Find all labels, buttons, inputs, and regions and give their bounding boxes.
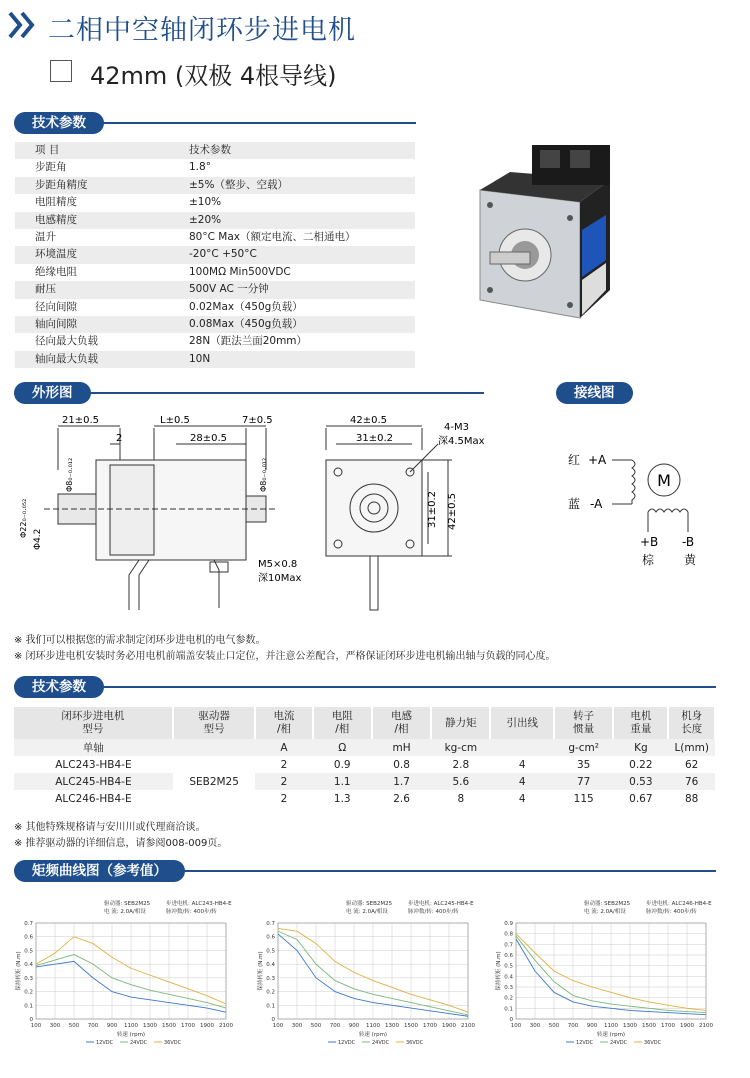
page-subtitle: 42mm (双极 4根导线) bbox=[90, 62, 337, 90]
page-title: 二相中空轴闭环步进电机 bbox=[48, 15, 356, 46]
spec-label: 环境温度 bbox=[35, 248, 77, 261]
param-cell: 1.7 bbox=[372, 773, 431, 790]
spec-row bbox=[15, 333, 415, 350]
spec-row bbox=[15, 229, 415, 246]
chart-x-tick: 1100 bbox=[366, 1023, 380, 1029]
spec-value: 100MΩ Min500VDC bbox=[189, 265, 291, 278]
legend-label: 36VDC bbox=[164, 1040, 182, 1046]
chart-x-tick: 700 bbox=[329, 1023, 341, 1029]
chart-x-tick: 1300 bbox=[385, 1023, 399, 1029]
chart-x-tick: 1700 bbox=[661, 1023, 675, 1029]
spec-label: 步距角 bbox=[35, 161, 67, 174]
chart-info-text: 驱动器: SEB2M25 bbox=[346, 901, 393, 907]
chart-x-tick: 1500 bbox=[162, 1023, 176, 1029]
param-header-line2: 型号 bbox=[82, 723, 104, 735]
chart-x-tick: 100 bbox=[30, 1023, 42, 1029]
wiring-diagram bbox=[560, 440, 720, 580]
spec-value: 技术参数 bbox=[189, 144, 231, 156]
param-header-line1: 引出线 bbox=[506, 716, 538, 729]
param-unit bbox=[490, 739, 554, 756]
param-header-line1: 电机 bbox=[630, 710, 652, 722]
side-view-drawing bbox=[14, 410, 302, 620]
chart-y-tick: 0.3 bbox=[266, 975, 275, 982]
chart-info-text: 脉冲数/转: 400步/转 bbox=[646, 909, 697, 915]
param-unit: Kg bbox=[613, 739, 668, 756]
spec-value: 500V AC 一分钟 bbox=[189, 283, 269, 296]
chart-x-label: 转速 (rpm) bbox=[116, 1032, 146, 1038]
dim-holes: 4-M3 bbox=[444, 422, 469, 433]
note-2: ※ 闭环步进电机安装时务必用电机前端盖安装止口定位，并注意公差配合，严格保证闭环步进电机输出轴与负载的同心度。 bbox=[14, 651, 556, 662]
chart-y-tick: 0.1 bbox=[504, 1006, 513, 1013]
param-header-line1: 电阻 bbox=[331, 710, 353, 722]
param-cell: 2 bbox=[280, 758, 288, 771]
spec-row bbox=[15, 212, 415, 229]
chart-info-text: 步进电机: ALC246-HB4-E bbox=[646, 901, 712, 907]
spec-value: 1.8° bbox=[189, 161, 211, 174]
spec-label: 径向最大负载 bbox=[35, 335, 98, 348]
chart-info-text: 步进电机: ALC243-HB4-E bbox=[166, 901, 232, 907]
wire-a-plus: +A bbox=[588, 453, 607, 467]
legend-label: 12VDC bbox=[96, 1040, 114, 1046]
param-header bbox=[313, 707, 372, 739]
chart-x-tick: 1500 bbox=[642, 1023, 656, 1029]
chart-x-tick: 1100 bbox=[124, 1023, 138, 1029]
chart-x-tick: 1700 bbox=[423, 1023, 437, 1029]
spec-value: 0.08Max（450g负载） bbox=[189, 317, 303, 330]
section-label: 外形图 bbox=[14, 382, 91, 404]
param-cell: 0.22 bbox=[629, 758, 653, 771]
chart-info-text: 驱动器: SEB2M25 bbox=[104, 901, 151, 907]
chart-x-tick: 700 bbox=[567, 1023, 579, 1029]
section-header-wiring bbox=[556, 382, 638, 404]
section-label: 技术参数 bbox=[14, 112, 104, 134]
spec-value: 0.02Max（450g负载） bbox=[189, 300, 303, 313]
spec-label: 耐压 bbox=[35, 283, 56, 296]
spec-row bbox=[15, 316, 415, 333]
dim-L: L±0.5 bbox=[160, 415, 190, 426]
chart-y-tick: 0.6 bbox=[266, 934, 275, 941]
wire-blue: 蓝 bbox=[568, 497, 581, 511]
legend-label: 24VDC bbox=[130, 1040, 148, 1046]
dim-hole-depth: 深4.5Max bbox=[438, 436, 485, 447]
section-label: 矩频曲线图（参考值） bbox=[14, 860, 185, 882]
chart-info-text: 脉冲数/转: 400步/转 bbox=[408, 909, 459, 915]
section-header-curves bbox=[14, 860, 716, 882]
chart-x-tick: 100 bbox=[272, 1023, 284, 1029]
param-header bbox=[372, 707, 431, 739]
chart-y-tick: 0.2 bbox=[266, 989, 275, 996]
dim-31-w: 31±0.2 bbox=[356, 433, 394, 444]
torque-chart-2 bbox=[254, 895, 482, 1053]
chart-x-tick: 700 bbox=[87, 1023, 99, 1029]
param-header bbox=[431, 707, 490, 739]
spec-row bbox=[15, 177, 415, 194]
section-header-params bbox=[14, 676, 716, 698]
note-1: ※ 我们可以根据您的需求制定闭环步进电机的电气参数。 bbox=[14, 635, 266, 646]
dim-thread-depth: 深10Max bbox=[258, 573, 302, 584]
spec-value: ±20% bbox=[189, 213, 222, 226]
legend-label: 12VDC bbox=[576, 1040, 594, 1046]
param-cell: 1.1 bbox=[313, 773, 372, 790]
param-cell: 0.67 bbox=[629, 792, 653, 805]
param-cell: 2 bbox=[255, 773, 312, 790]
chart-x-tick: 1900 bbox=[680, 1023, 694, 1029]
param-header-line1: 静力矩 bbox=[445, 716, 477, 729]
param-header bbox=[668, 707, 715, 739]
chart-x-label: 转速 (rpm) bbox=[358, 1032, 388, 1038]
chart-x-tick: 300 bbox=[49, 1023, 61, 1029]
chart-y-tick: 0.6 bbox=[24, 934, 33, 941]
param-header-line2: /相 bbox=[335, 723, 350, 735]
note-4: ※ 推荐驱动器的详细信息，请参阅008-009页。 bbox=[14, 838, 228, 849]
param-header-line2: 型号 bbox=[203, 723, 225, 735]
spec-label: 轴向间隙 bbox=[35, 317, 77, 330]
param-cell: 0.9 bbox=[333, 758, 351, 771]
chart-x-label: 转速 (rpm) bbox=[596, 1032, 626, 1038]
param-header bbox=[554, 707, 613, 739]
chart-y-label: 保持转矩 (N.m) bbox=[16, 951, 22, 991]
chart-info-text: 驱动器: SEB2M25 bbox=[584, 901, 631, 907]
title-chevron-icon bbox=[8, 10, 44, 40]
chart-y-tick: 0 bbox=[29, 1017, 33, 1023]
dim-31-h: 31±0.2 bbox=[427, 490, 438, 528]
param-unit bbox=[173, 739, 256, 756]
chart-y-tick: 0.2 bbox=[24, 989, 33, 996]
spec-label: 绝缘电阻 bbox=[35, 265, 77, 278]
wire-b-plus: +B bbox=[640, 535, 659, 549]
chart-x-tick: 500 bbox=[310, 1023, 322, 1029]
param-header bbox=[490, 707, 554, 739]
param-header-line2: 长度 bbox=[681, 723, 703, 735]
param-cell: 2.8 bbox=[452, 758, 470, 771]
torque-chart-1 bbox=[12, 895, 240, 1053]
section-label: 接线图 bbox=[556, 382, 633, 404]
param-header-line2: /相 bbox=[276, 723, 292, 735]
param-cell: 4 bbox=[518, 792, 526, 805]
dim-shaft-right: Φ8₀₋₀.₀₁₂ bbox=[259, 457, 268, 492]
spec-value: ±10% bbox=[189, 196, 222, 209]
spec-row bbox=[15, 351, 415, 368]
driver-model: SEB2M25 bbox=[173, 756, 256, 807]
spec-label: 项 目 bbox=[35, 144, 60, 156]
wire-b-minus: -B bbox=[682, 535, 695, 549]
chart-info-text: 步进电机: ALC245-HB4-E bbox=[408, 901, 474, 907]
chart-x-tick: 1700 bbox=[181, 1023, 195, 1029]
spec-label: 温升 bbox=[35, 230, 56, 243]
chart-y-tick: 0.3 bbox=[504, 985, 513, 991]
dim-28: 28±0.5 bbox=[190, 433, 228, 444]
chart-info-text: 电 流: 2.0A/相设 bbox=[346, 909, 388, 915]
dim-thread: M5×0.8 bbox=[258, 559, 298, 570]
param-unit: kg-cm bbox=[431, 739, 490, 756]
param-row bbox=[14, 790, 715, 807]
param-cell: ALC245-HB4-E bbox=[14, 773, 173, 790]
section-label: 技术参数 bbox=[14, 676, 104, 698]
chart-x-tick: 1300 bbox=[143, 1023, 157, 1029]
param-header-line1: 电流 bbox=[273, 710, 295, 722]
chart-y-tick: 0.4 bbox=[266, 962, 275, 969]
dim-bore: Φ4.2 bbox=[33, 528, 43, 550]
chart-x-tick: 900 bbox=[586, 1023, 598, 1029]
param-unit: 单轴 bbox=[14, 739, 173, 756]
param-header bbox=[14, 707, 173, 739]
chart-info-text: 电 流: 2.0A/相设 bbox=[584, 909, 626, 915]
chart-info-text: 脉冲数/转: 400步/转 bbox=[166, 909, 217, 915]
chart-x-tick: 2100 bbox=[699, 1023, 713, 1029]
chart-x-tick: 1500 bbox=[404, 1023, 418, 1029]
chart-x-tick: 1100 bbox=[604, 1023, 618, 1029]
wire-brown: 棕 bbox=[642, 553, 655, 567]
param-header bbox=[255, 707, 312, 739]
dim-7: 7±0.5 bbox=[242, 415, 273, 426]
param-unit: mH bbox=[372, 739, 431, 756]
chart-x-tick: 100 bbox=[510, 1023, 522, 1029]
chart-y-tick: 0 bbox=[509, 1017, 513, 1023]
dim-2: 2 bbox=[116, 433, 123, 444]
section-header-outline bbox=[14, 382, 484, 404]
chart-x-tick: 1900 bbox=[442, 1023, 456, 1029]
param-row bbox=[14, 773, 715, 790]
spec-label: 径向间隙 bbox=[35, 300, 77, 313]
motor-symbol: M bbox=[657, 471, 671, 490]
spec-label: 轴向最大负载 bbox=[35, 352, 98, 365]
chart-y-tick: 0.7 bbox=[24, 921, 33, 927]
param-header-line1: 驱动器 bbox=[198, 710, 230, 722]
front-view-drawing bbox=[298, 410, 498, 620]
legend-label: 36VDC bbox=[644, 1040, 662, 1046]
dim-shaft-left: Φ8₀₋₀.₀₁₂ bbox=[65, 457, 74, 492]
chart-y-tick: 0.4 bbox=[24, 962, 33, 969]
wire-red: 红 bbox=[568, 453, 581, 467]
dim-42-h: 42±0.5 bbox=[447, 492, 458, 530]
spec-value: 80°C Max（额定电流、二相通电） bbox=[189, 230, 356, 243]
param-cell: ALC246-HB4-E bbox=[55, 792, 132, 805]
param-header-line2: 重量 bbox=[630, 723, 652, 735]
spec-row bbox=[15, 159, 415, 176]
chart-x-tick: 300 bbox=[291, 1023, 303, 1029]
param-unit: Ω bbox=[313, 739, 372, 756]
chart-y-tick: 0.4 bbox=[504, 974, 513, 981]
chart-y-tick: 0.9 bbox=[504, 921, 513, 927]
note-3: ※ 其他特殊规格请与安川川或代理商洽谈。 bbox=[14, 822, 206, 833]
param-cell: 5.6 bbox=[431, 773, 490, 790]
param-header-line1: 闭环步进电机 bbox=[61, 710, 125, 722]
chart-y-tick: 0.5 bbox=[504, 963, 513, 970]
spec-value: 10N bbox=[189, 352, 211, 365]
dim-21: 21±0.5 bbox=[62, 415, 100, 426]
param-header-line1: 机身 bbox=[681, 710, 703, 722]
param-units-row bbox=[14, 739, 715, 756]
chart-y-tick: 0.8 bbox=[504, 931, 513, 938]
chart-y-tick: 0.2 bbox=[504, 995, 513, 1002]
chart-x-tick: 500 bbox=[548, 1023, 560, 1029]
param-header-line1: 电感 bbox=[391, 710, 413, 722]
chart-info-text: 电 流: 2.0A/相设 bbox=[104, 909, 146, 915]
chart-y-tick: 0.1 bbox=[24, 1003, 33, 1010]
chart-y-tick: 0.7 bbox=[266, 921, 275, 927]
param-cell: 115 bbox=[573, 792, 594, 805]
param-cell: 1.3 bbox=[333, 792, 351, 805]
chart-x-tick: 2100 bbox=[219, 1023, 233, 1029]
chart-x-tick: 900 bbox=[106, 1023, 118, 1029]
chart-y-tick: 0.6 bbox=[504, 953, 513, 959]
legend-label: 12VDC bbox=[338, 1040, 356, 1046]
chart-x-tick: 1300 bbox=[623, 1023, 637, 1029]
motor-photo bbox=[470, 140, 645, 320]
chart-x-tick: 300 bbox=[529, 1023, 541, 1029]
param-cell: 4 bbox=[490, 773, 554, 790]
section-header-specs bbox=[14, 112, 416, 134]
spec-label: 步距角精度 bbox=[35, 178, 88, 191]
wire-yellow: 黄 bbox=[684, 553, 697, 567]
param-cell: 0.53 bbox=[613, 773, 668, 790]
param-cell: 62 bbox=[685, 758, 699, 771]
param-cell: ALC243-HB4-E bbox=[55, 758, 132, 771]
param-cell: 88 bbox=[685, 792, 699, 805]
chart-y-label: 保持转矩 (N.m) bbox=[258, 951, 264, 991]
chart-y-tick: 0.5 bbox=[24, 948, 33, 955]
legend-label: 36VDC bbox=[406, 1040, 424, 1046]
param-row bbox=[14, 756, 715, 773]
param-cell: 8 bbox=[457, 792, 465, 805]
legend-label: 24VDC bbox=[610, 1040, 628, 1046]
spec-value: -20°C +50°C bbox=[189, 248, 257, 261]
chart-y-tick: 0.5 bbox=[266, 948, 275, 955]
chart-x-tick: 500 bbox=[68, 1023, 80, 1029]
param-table bbox=[14, 707, 716, 807]
param-unit: L(mm) bbox=[668, 739, 715, 756]
spec-row bbox=[15, 299, 415, 316]
dim-42-w: 42±0.5 bbox=[350, 415, 388, 426]
chart-x-tick: 900 bbox=[348, 1023, 360, 1029]
param-cell: 4 bbox=[518, 758, 526, 771]
spec-row bbox=[15, 194, 415, 211]
spec-label: 电感精度 bbox=[35, 213, 77, 226]
spec-table bbox=[15, 142, 415, 368]
torque-chart-3 bbox=[492, 895, 720, 1053]
param-header bbox=[613, 707, 668, 739]
chart-y-label: 保持转矩 (N.m) bbox=[496, 951, 502, 991]
checkbox-icon bbox=[50, 60, 72, 82]
spec-value: 28N（距法兰面20mm） bbox=[189, 335, 308, 348]
param-cell: 0.8 bbox=[393, 758, 410, 771]
chart-x-tick: 1900 bbox=[200, 1023, 214, 1029]
chart-x-tick: 2100 bbox=[461, 1023, 475, 1029]
chart-y-tick: 0.7 bbox=[504, 942, 513, 949]
param-header-line2: /相 bbox=[394, 723, 409, 735]
spec-header-row bbox=[15, 142, 415, 159]
param-header-line1: 转子 bbox=[573, 710, 595, 722]
param-unit: g-cm² bbox=[554, 739, 613, 756]
chart-y-tick: 0 bbox=[271, 1017, 275, 1023]
param-cell: 77 bbox=[554, 773, 613, 790]
spec-row bbox=[15, 281, 415, 298]
param-header bbox=[173, 707, 256, 739]
spec-value: ±5%（整步、空载） bbox=[189, 178, 288, 191]
param-cell: 2 bbox=[280, 792, 288, 805]
legend-label: 24VDC bbox=[372, 1040, 390, 1046]
param-cell: 76 bbox=[668, 773, 715, 790]
spec-row bbox=[15, 264, 415, 281]
param-header-line2: 惯量 bbox=[573, 723, 595, 735]
chart-y-tick: 0.1 bbox=[266, 1003, 275, 1010]
param-cell: 35 bbox=[576, 758, 591, 771]
spec-label: 电阻精度 bbox=[35, 196, 77, 209]
chart-y-tick: 0.3 bbox=[24, 975, 33, 982]
dim-boss: Φ22₀₋₀.₀₅₂ bbox=[19, 498, 28, 538]
spec-row bbox=[15, 246, 415, 263]
param-unit: A bbox=[255, 739, 312, 756]
param-cell: 2.6 bbox=[393, 792, 410, 805]
wire-a-minus: -A bbox=[590, 497, 603, 511]
